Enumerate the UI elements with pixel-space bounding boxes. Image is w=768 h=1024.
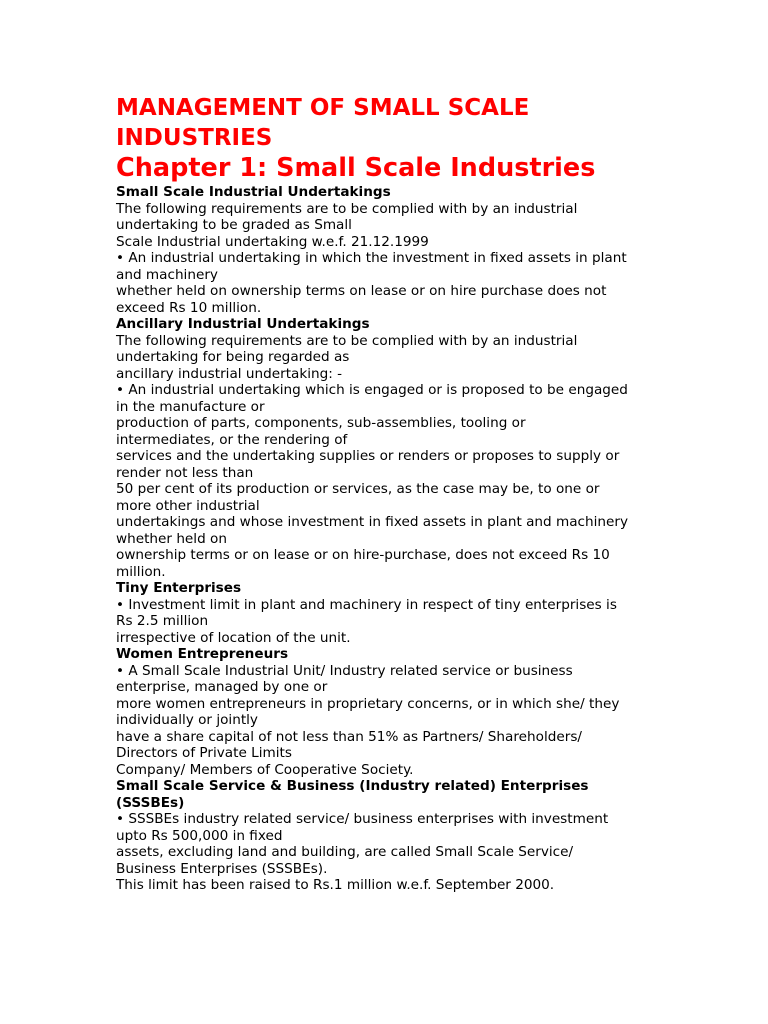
text-line: and machinery	[116, 266, 218, 283]
text-line: million.	[116, 563, 166, 580]
text-line: Company/ Members of Cooperative Society.	[116, 761, 414, 778]
text-line: undertakings and whose investment in fixed assets in plant and machinery	[116, 514, 629, 530]
text-line: more other industrial	[116, 497, 260, 514]
section-heading-continued: (SSSBEs)	[116, 794, 185, 811]
section-heading: Small Scale Industrial Undertakings	[116, 184, 391, 200]
document-title	[116, 93, 656, 153]
section-ancillary	[116, 316, 656, 580]
section-women	[116, 646, 656, 778]
text-line: intermediates, or the rendering of	[116, 431, 348, 448]
text-line: services and the undertaking supplies or renders or proposes to supply or	[116, 448, 620, 464]
text-line: • A Small Scale Industrial Unit/ Industry related service or business	[116, 662, 573, 679]
text-line: undertaking to be graded as Small	[116, 217, 352, 233]
text-line: more women entrepreneurs in proprietary concerns, or in which she/ they	[116, 695, 620, 712]
section-tiny	[116, 580, 656, 646]
text-line: whether held on ownership terms on lease or on hire purchase does not	[116, 283, 607, 299]
text-line: whether held on	[116, 530, 227, 547]
text-line: • SSSBEs industry related service/ business enterprises with investment	[116, 811, 609, 827]
section-sssbe	[116, 778, 656, 894]
text-line: have a share capital of not less than 51% as Partners/ Shareholders/	[116, 728, 582, 745]
text-line: • Investment limit in plant and machinery in respect of tiny enterprises is	[116, 596, 617, 613]
chapter-title: Chapter 1: Small Scale Industries	[116, 153, 596, 183]
text-line: Business Enterprises (SSSBEs).	[116, 860, 328, 877]
text-line: This limit has been raised to Rs.1 million w.e.f. September 2000.	[116, 877, 555, 893]
section-heading: Small Scale Service & Business (Industry related) Enterprises	[116, 778, 589, 794]
text-line: 50 per cent of its production or services, as the case may be, to one or	[116, 481, 600, 497]
section-heading: Women Entrepreneurs	[116, 646, 289, 662]
text-line: enterprise, managed by one or	[116, 679, 328, 695]
document-page	[116, 93, 656, 894]
text-line: upto Rs 500,000 in fixed	[116, 827, 283, 844]
text-line: exceed Rs 10 million.	[116, 299, 262, 316]
text-line: • An industrial undertaking which is engaged or is proposed to be engaged	[116, 382, 628, 398]
document-title-line-2: INDUSTRIES	[116, 125, 273, 151]
text-line: render not less than	[116, 464, 254, 481]
text-line: Rs 2.5 million	[116, 613, 209, 629]
section-heading: Tiny Enterprises	[116, 580, 242, 596]
text-line: assets, excluding land and building, are called Small Scale Service/	[116, 844, 574, 860]
text-line: in the manufacture or	[116, 398, 265, 415]
document-title-line-1: MANAGEMENT OF SMALL SCALE	[116, 95, 530, 121]
text-line: Directors of Private Limits	[116, 745, 292, 761]
text-line: irrespective of location of the unit.	[116, 629, 351, 646]
text-line: Scale Industrial undertaking w.e.f. 21.12.1999	[116, 233, 429, 250]
section-ssi	[116, 184, 656, 316]
text-line: individually or jointly	[116, 712, 258, 728]
text-line: production of parts, components, sub-assemblies, tooling or	[116, 415, 526, 431]
text-line: ownership terms or on lease or on hire-purchase, does not exceed Rs 10	[116, 547, 610, 563]
text-line: The following requirements are to be complied with by an industrial	[116, 200, 578, 217]
section-heading: Ancillary Industrial Undertakings	[116, 316, 370, 332]
text-line: • An industrial undertaking in which the investment in fixed assets in plant	[116, 250, 627, 266]
text-line: undertaking for being regarded as	[116, 349, 350, 365]
text-line: The following requirements are to be complied with by an industrial	[116, 332, 578, 349]
text-line: ancillary industrial undertaking: -	[116, 365, 343, 382]
